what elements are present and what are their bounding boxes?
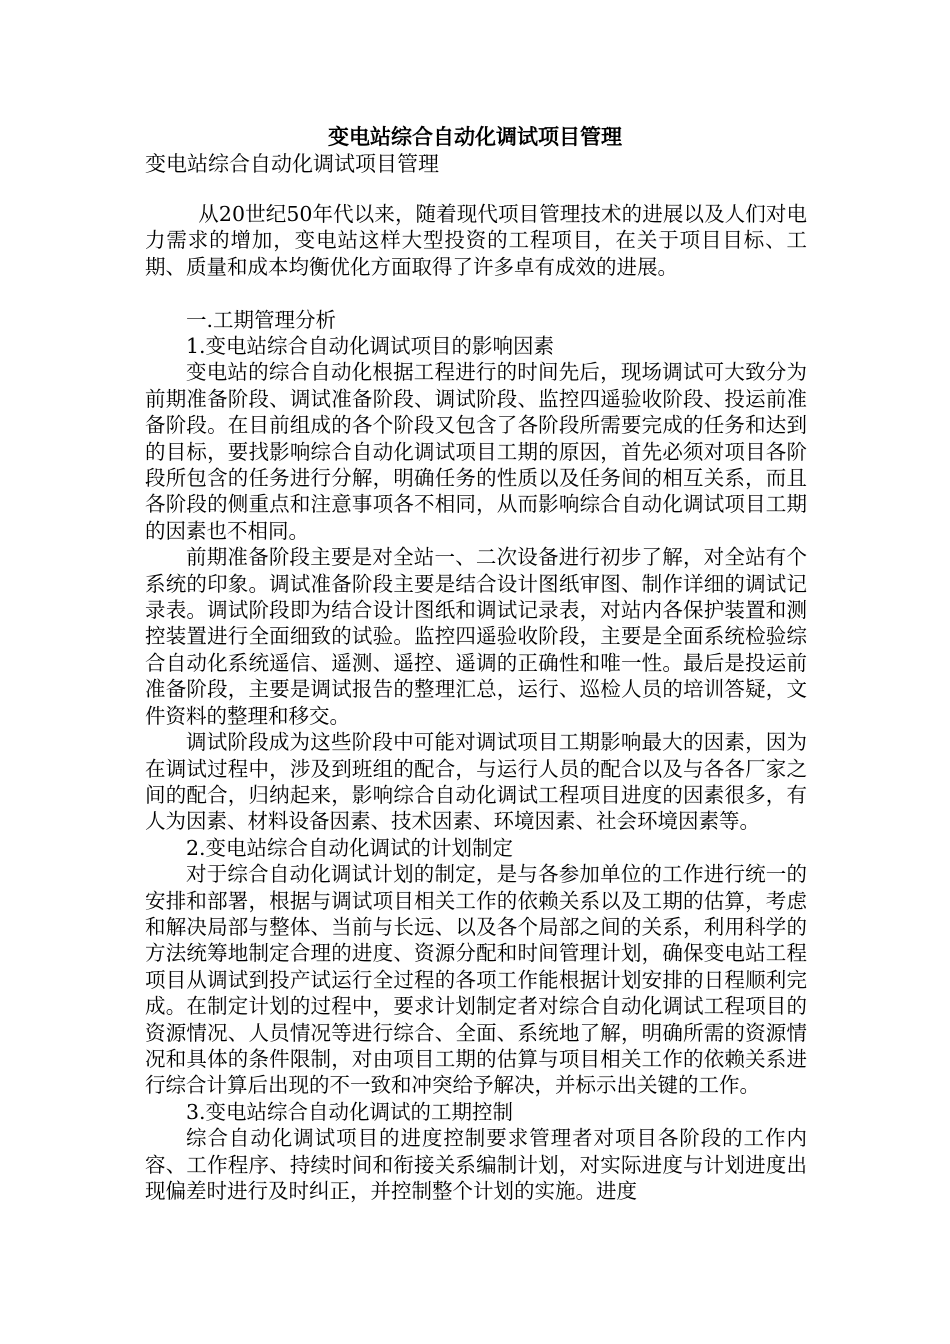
body-paragraph: 调试阶段成为这些阶段中可能对调试项目工期影响最大的因素，因为在调试过程中，涉及到班组的配合，与运行人员的配合以及与各各厂家之间的配合，归纳起来，影响综合自动化调试工程项目进度的因素很多，有人为因素、材料设备因素、技术因素、环境因素、社会环境因素等。	[145, 730, 807, 834]
subsection-heading-influencing-factors: 1.变电站综合自动化调试项目的影响因素	[186, 334, 555, 359]
subsection-heading-schedule-control: 3.变电站综合自动化调试的工期控制	[186, 1099, 514, 1124]
body-paragraph: 对于综合自动化调试计划的制定，是与各参加单位的工作进行统一的安排和部署，根据与调试项目相关工作的依赖关系以及工期的估算，考虑和解决局部与整体、当前与长远、以及各个局部之间的关系，利用科学的方法统筹地制定合理的进度、资源分配和时间管理计划，确保变电站工程项目从调试到投产试运行全过程的各项工作能根据计划安排的日程顺利完成。在制定计划的过程中，要求计划制定者对综合自动化调试工程项目的资源情况、人员情况等进行综合、全面、系统地了解，明确所需的资源情况和具体的条件限制，对由项目工期的估算与项目相关工作的依赖关系进行综合计算后出现的不一致和冲突给予解决，并标示出关键的工作。	[145, 862, 807, 1098]
body-paragraph: 综合自动化调试项目的进度控制要求管理者对项目各阶段的工作内容、工作程序、持续时间和衔接关系编制计划，对实际进度与计划进度出现偏差时进行及时纠正，并控制整个计划的实施。进度	[145, 1126, 807, 1204]
document-title: 变电站综合自动化调试项目管理	[328, 124, 622, 149]
document-subtitle: 变电站综合自动化调试项目管理	[145, 152, 439, 176]
body-paragraph: 前期准备阶段主要是对全站一、二次设备进行初步了解，对全站有个系统的印象。调试准备阶段主要是结合设计图纸审图、制作详细的调试记录表。调试阶段即为结合设计图纸和调试记录表，对站内各保护装置和测控装置进行全面细致的试验。监控四遥验收阶段，主要是全面系统检验综合自动化系统遥信、遥测、遥控、遥调的正确性和唯一性。最后是投运前准备阶段，主要是调试报告的整理汇总，运行、巡检人员的培训答疑，文件资料的整理和移交。	[145, 545, 807, 728]
document-body	[145, 201, 807, 1204]
body-paragraph: 变电站的综合自动化根据工程进行的时间先后，现场调试可大致分为前期准备阶段、调试准备阶段、调试阶段、监控四遥验收阶段、投运前准备阶段。在目前组成的各个阶段又包含了各阶段所需要完成的任务和达到的目标，要找影响综合自动化调试项目工期的原因，首先必须对项目各阶段所包含的任务进行分解，明确任务的性质以及任务间的相互关系，而且各阶段的侧重点和注意事项各不相同，从而影响综合自动化调试项目工期的因素也不相同。	[145, 360, 807, 543]
subsection-heading-plan-making: 2.变电站综合自动化调试的计划制定	[186, 835, 514, 860]
intro-paragraph: 从20世纪50年代以来，随着现代项目管理技术的进展以及人们对电力需求的增加，变电站这样大型投资的工程项目，在关于项目目标、工期、质量和成本均衡优化方面取得了许多卓有成效的进展。	[145, 202, 807, 279]
section-heading-schedule-analysis: 一.工期管理分析	[186, 307, 337, 332]
